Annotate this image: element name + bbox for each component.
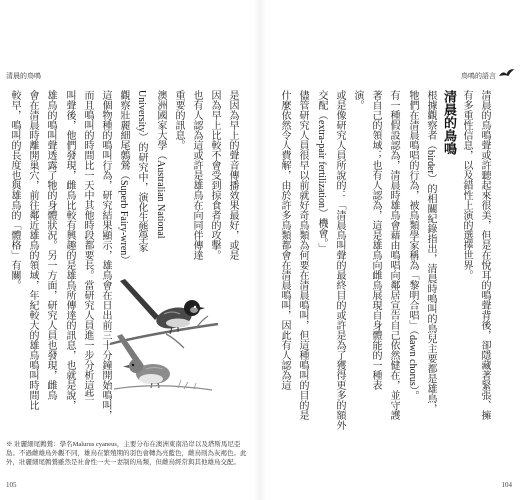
- text-column: 雄鳥的鳴叫聲透露了牠的身體狀況。另一方面，研究人員也發現，雌鳥: [45, 90, 56, 400]
- flying-bird-icon: [498, 67, 515, 79]
- text-column: 清晨的鳥鳴聲或許聽起來很美，但是在悅耳的鳴聲背後，卻隱藏著緊張、擁: [479, 90, 490, 420]
- text-column: 觀察壯麗細尾鷯鶯（Superb Fairy-wren）: [118, 90, 129, 266]
- left-running-head: 清晨的鳥鳴: [6, 72, 41, 80]
- text-column: 有多重性信息，以及錯性上演的選擇世界。: [461, 90, 472, 280]
- text-column: 著自己的領域；也有人認為，這是雄鳥向雌鳥展現自身體能的一種表: [370, 90, 381, 390]
- text-column: 叫聲後，他們發現，雌鳥比較有興趣的是雄鳥所傳達的訊息，也就是說，: [64, 90, 75, 410]
- text-column: 根據觀察者（birder）的相關紀錄指出，清晨時鳴叫的鳥兒主要都是雄鳥，: [425, 90, 436, 414]
- text-column: 儘管研究人員很早以前就好奇鳥類為何要在清晨鳴叫，但這種鳴叫的目的是: [297, 90, 308, 420]
- text-column: 交配（extra-pair fertilization）機會。」: [316, 90, 327, 254]
- left-page-number: 105: [6, 481, 17, 489]
- text-column: 有一種假設認為，清晨時雄鳥會藉由鳴唱向鄰居宣告自己依然健在，並守護: [388, 90, 399, 420]
- text-column: 演。: [352, 90, 363, 110]
- right-page-number: 104: [501, 481, 512, 489]
- text-column: 牠們在清晨鳴唱的行為，被鳥類學家稱為「黎明合唱」（dawn chorus）。: [407, 90, 418, 401]
- text-column: 澳洲國家大學（Australian National: [155, 90, 166, 239]
- text-column: 也有人認為這或許是雄鳥在向同伴傳達: [191, 90, 202, 260]
- male-wren-drawing: [120, 279, 205, 334]
- text-column: 較早，鳴叫的長度也與雄鳥的「體格」有關。: [9, 90, 20, 290]
- female-wren-drawing: [117, 334, 170, 388]
- text-column: 什麼依然令人費解，由於許多鳥類都會在清晨鳴叫，因此有人認為這: [279, 90, 290, 390]
- text-column: University）的研究中，演化生態學家: [136, 90, 147, 253]
- text-column: 這個物種的鳴叫行為，研究結果顯示，雄鳥會在日出前三十分鐘開始鳴叫，: [100, 90, 111, 420]
- text-column: 而且鳴叫的時間比一天中其他時段都要長。當研究人員進一步分析這些: [82, 90, 93, 400]
- fairy-wren-illustration: [108, 276, 220, 394]
- text-column: 會在清晨時離開巢穴，前往鄰近雄鳥的領域，年紀較大的雄鳥鳴叫時間比: [27, 90, 38, 410]
- text-column: 是因為早上的聲音傳播效果最好，或是: [227, 90, 238, 260]
- illustration-caption: ※ 壯麗細尾鷯鶯：學名Malurus cyaneus，主要分布在澳洲東南沿岸以及塔斯馬尼亞島。不過雌雄鳥外觀不同，雄鳥在繁殖期的羽色會轉為亮藍色，雌鳥則為灰褐色。此外，壯麗細尾鷯鶯雖然是社會性一夫一妻制的鳥類，但雌鳥經常與其他雄鳥交配。: [6, 441, 247, 466]
- text-column: 或是像研究人員所說的：「清晨鳥叫聲的最終目的或許是為了獲得更多的額外: [334, 90, 345, 430]
- right-running-head: 鳥鳴的語言: [461, 72, 496, 80]
- text-column: 重要的訊息。: [173, 90, 184, 150]
- text-column: 因為早上比較不會受到掠食者的攻擊。: [209, 90, 220, 260]
- page-gutter: [254, 0, 266, 500]
- section-title: 清晨的鳥鳴: [441, 90, 456, 155]
